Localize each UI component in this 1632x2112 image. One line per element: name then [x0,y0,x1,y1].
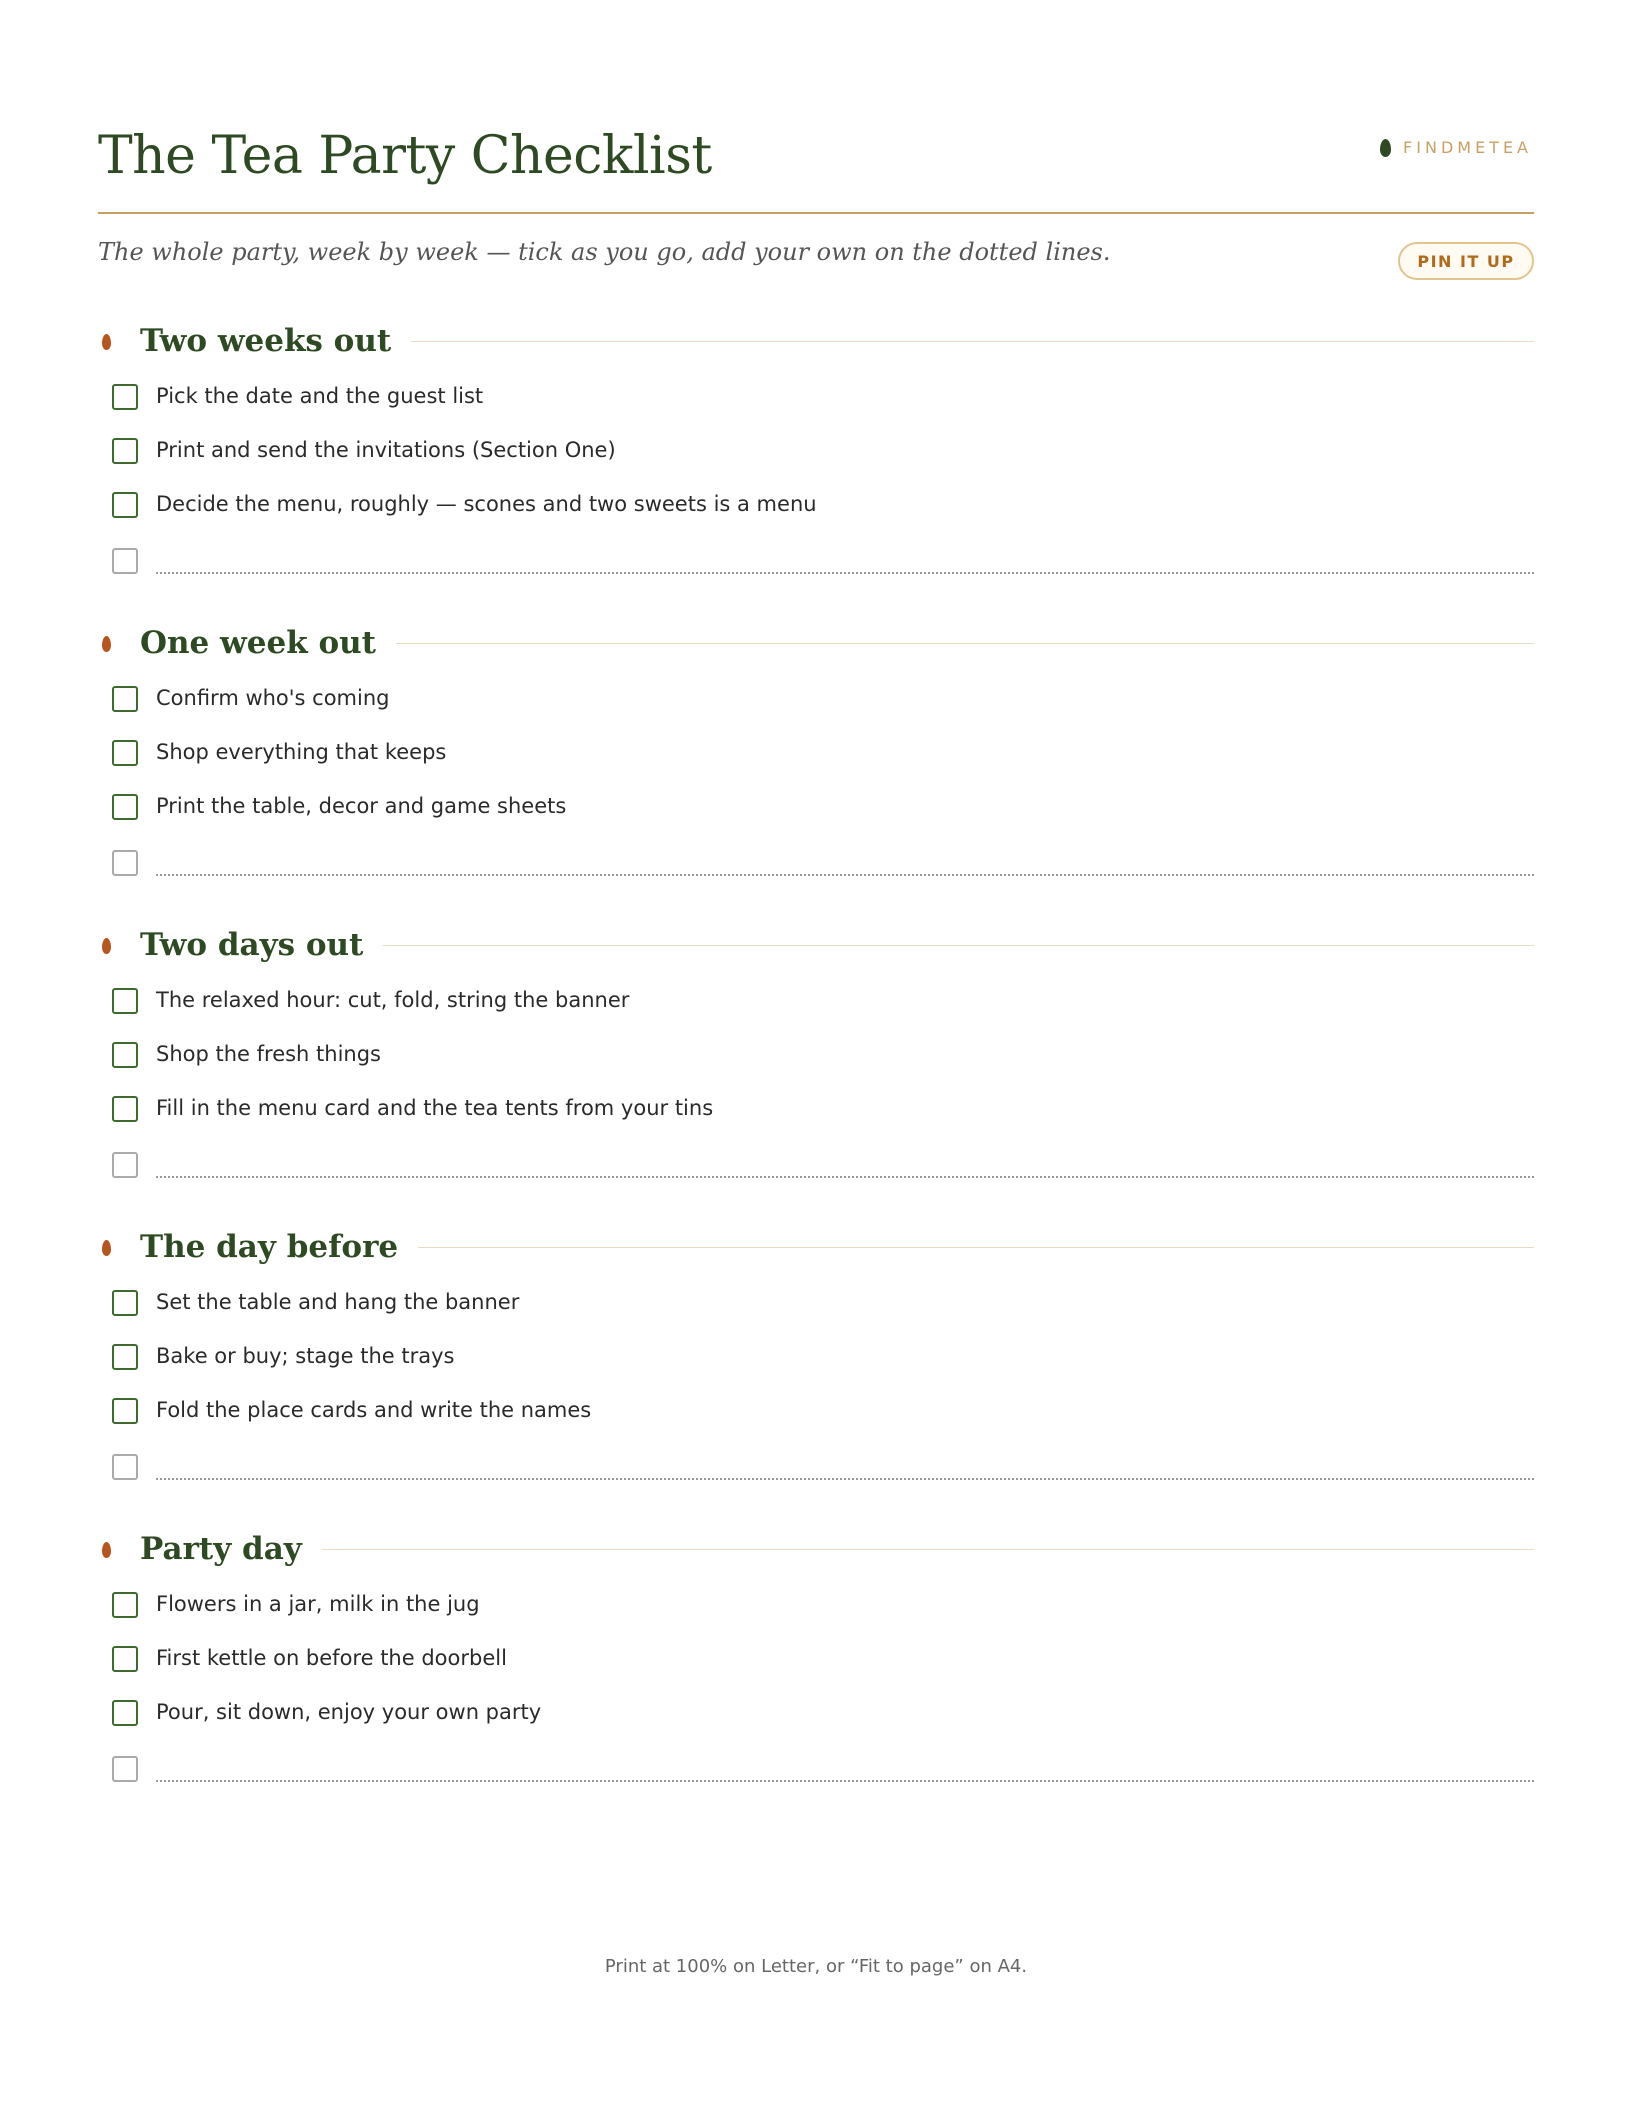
checkbox[interactable] [112,740,138,766]
item-label: Flowers in a jar, milk in the jug [156,1592,480,1616]
page-subtitle: The whole party, week by week — tick as you go, add your own on the dotted lines. [98,238,1111,266]
section-two-days-out [98,920,1534,1120]
checklist-item [98,732,1534,772]
pin-it-up-button[interactable]: PIN IT UP [1398,242,1534,280]
checklist-item [98,1336,1534,1376]
blank-checkbox[interactable] [112,1756,138,1782]
checklist-item [98,1088,1534,1128]
checkbox[interactable] [112,1096,138,1122]
item-label: Bake or buy; stage the trays [156,1344,455,1368]
blank-item [98,842,1534,882]
checklist-item [98,376,1534,416]
checkbox[interactable] [112,384,138,410]
item-label: Pick the date and the guest list [156,384,484,408]
section-header [98,316,1534,366]
item-label: Fill in the menu card and the tea tents from your tins [156,1096,714,1120]
brand-name: FINDMETEA [1403,138,1532,157]
dotted-write-in-line[interactable] [156,874,1534,876]
item-label: Print the table, decor and game sheets [156,794,567,818]
item-label: Shop the fresh things [156,1042,382,1066]
item-label: First kettle on before the doorbell [156,1646,507,1670]
checkbox[interactable] [112,1042,138,1068]
page-header [98,120,1534,214]
section-header [98,1524,1534,1574]
dotted-write-in-line[interactable] [156,572,1534,574]
section-one-week-out [98,618,1534,818]
blank-item [98,540,1534,580]
checklist-item [98,678,1534,718]
checkbox[interactable] [112,438,138,464]
blank-item [98,1748,1534,1788]
checklist-item [98,786,1534,826]
section-header [98,1222,1534,1272]
blank-checkbox[interactable] [112,1152,138,1178]
checklist-item [98,430,1534,470]
checkbox[interactable] [112,1646,138,1672]
bullet-icon [102,1542,111,1558]
section-title: The day before [140,1222,418,1272]
bullet-icon [102,636,111,652]
checklist-item [98,1034,1534,1074]
print-instructions: Print at 100% on Letter, or “Fit to page” on A4. [604,1956,1028,1977]
blank-checkbox[interactable] [112,548,138,574]
checkbox[interactable] [112,1290,138,1316]
dotted-write-in-line[interactable] [156,1780,1534,1782]
section-header [98,618,1534,668]
section-title: Party day [140,1524,322,1574]
checkbox[interactable] [112,988,138,1014]
section-two-weeks-out [98,316,1534,516]
section-header [98,920,1534,970]
brand [1380,138,1532,157]
checklist-item [98,1692,1534,1732]
section-title: One week out [140,618,396,668]
section-title: Two days out [140,920,383,970]
item-label: Shop everything that keeps [156,740,447,764]
dotted-write-in-line[interactable] [156,1478,1534,1480]
checklist-item [98,1638,1534,1678]
blank-item [98,1144,1534,1184]
item-label: Pour, sit down, enjoy your own party [156,1700,542,1724]
blank-item [98,1446,1534,1486]
section-party-day [98,1524,1534,1724]
checkbox[interactable] [112,1398,138,1424]
checklist-item [98,1390,1534,1430]
checkbox[interactable] [112,1700,138,1726]
item-label: Set the table and hang the banner [156,1290,520,1314]
item-label: Decide the menu, roughly — scones and two sweets is a menu [156,492,817,516]
item-label: Print and send the invitations (Section One) [156,438,616,462]
checkbox[interactable] [112,794,138,820]
leaf-icon [1380,139,1391,157]
bullet-icon [102,1240,111,1256]
blank-checkbox[interactable] [112,850,138,876]
page-title: The Tea Party Checklist [98,126,712,186]
checklist-item [98,980,1534,1020]
checkbox[interactable] [112,1344,138,1370]
checklist-item [98,1584,1534,1624]
item-label: Fold the place cards and write the names [156,1398,592,1422]
checklist-item [98,1282,1534,1322]
blank-checkbox[interactable] [112,1454,138,1480]
section-title: Two weeks out [140,316,411,366]
checklist-page [98,0,1534,2112]
checkbox[interactable] [112,1592,138,1618]
item-label: Confirm who's coming [156,686,390,710]
bullet-icon [102,334,111,350]
bullet-icon [102,938,111,954]
section-divider [140,1549,1534,1550]
dotted-write-in-line[interactable] [156,1176,1534,1178]
checkbox[interactable] [112,686,138,712]
section-the-day-before [98,1222,1534,1422]
checklist-item [98,484,1534,524]
checkbox[interactable] [112,492,138,518]
item-label: The relaxed hour: cut, fold, string the banner [156,988,630,1012]
